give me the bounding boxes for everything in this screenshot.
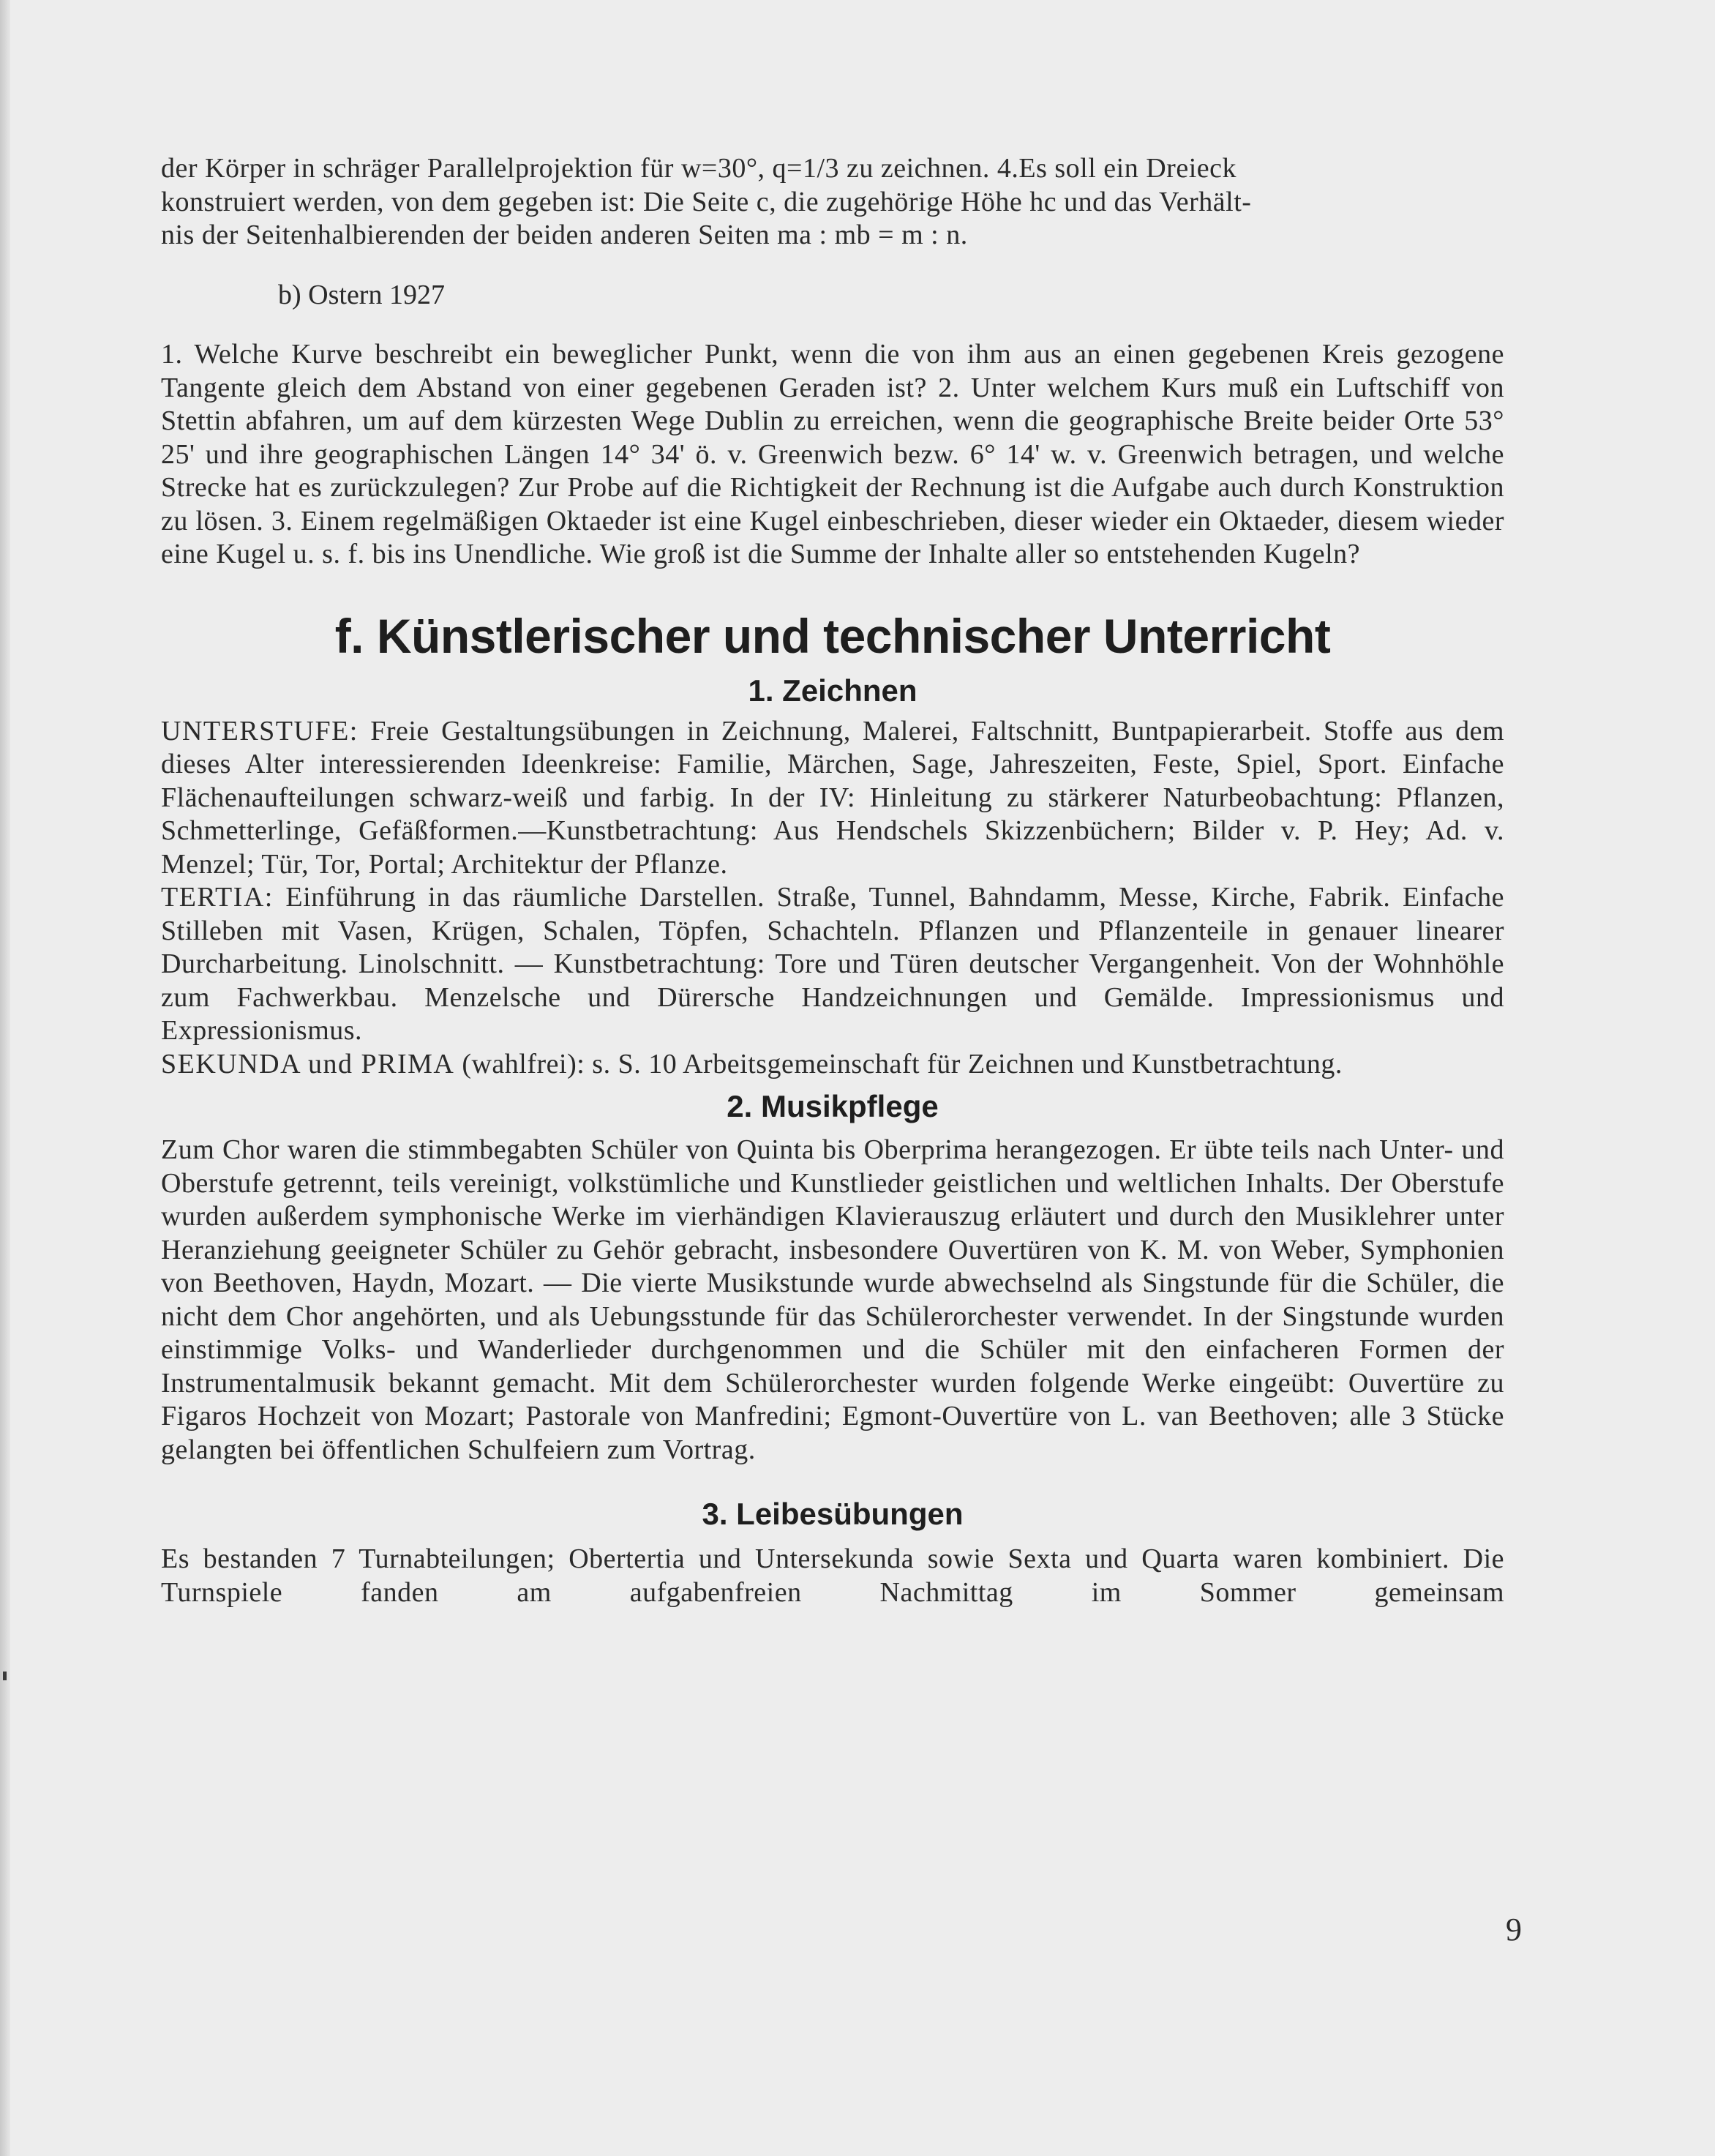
- unterstufe-paragraph: [161, 715, 1504, 882]
- top-paragraph-line-3: nis der Seitenhalbierenden der beiden anderen Seiten ma : mb = m : n.: [161, 220, 968, 250]
- musikpflege-paragraph: Zum Chor waren die stimmbegabten Schüler von Quinta bis Oberprima herangezogen. Er übte teils nach Unter- und Oberstufe getrennt, teils vereinigt, volkstümliche und Kunstlieder geistlichen und weltlichen Inhalts. Der Oberstufe wurden außerdem symphonische Werke im vierhändigen Klavierauszug erläutert und durch den Musiklehrer unter Heranziehung geeigneter Schüler zu Gehör gebracht, insbesondere Ouvertüren von K. M. von Weber, Symphonien von Beethoven, Haydn, Mozart. — Die vierte Musikstunde wurde abwechselnd als Singstunde für die Schüler, die nicht dem Chor angehörten, und als Uebungsstunde für das Schülerorchester verwendet. In der Singstunde wurden einstimmige Volks- und Wanderlieder durchgenommen und die Schüler mit den einfacheren Formen der Instrumentalmusik bekannt gemacht. Mit dem Schülerorchester wurden folgende Werke eingeübt: Ouvertüre zu Figaros Hochzeit von Mozart; Pastorale von Manfredini; Egmont-Ouvertüre von L. van Beethoven; alle 3 Stücke gelangten bei öffentlichen Schulfeiern zum Vortrag.: [161, 1134, 1504, 1465]
- tertia-text: Einführung in das räumliche Darstellen. Straße, Tunnel, Bahndamm, Messe, Kirche, Fabrik. Einfache Stilleben mit Vasen, Krügen, Schalen, Töpfen, Schachteln. Pflanzen und Pflanzenteile in genauer linearer Durcharbeitung. Linolschnitt. — Kunstbetrachtung: Tore und Türen deutscher Vergangenheit. Von der Wohnhöhle zum Fachwerkbau. Menzelsche und Dürersche Handzeichnungen und Gemälde. Impressionismus und Expressionismus.: [161, 882, 1504, 1046]
- sekunda-paragraph: [161, 1048, 1504, 1082]
- leibesuebungen-paragraph: Es bestanden 7 Turnabteilungen; Obertertia und Untersekunda sowie Sexta und Quarta waren kombiniert. Die Turnspiele fanden am aufgabenfreien Nachmittag im Sommer gemeinsam: [161, 1543, 1504, 1608]
- binding-mark: [3, 1672, 7, 1680]
- unterstufe-text: Freie Gestaltungsübungen in Zeichnung, Malerei, Faltschnitt, Buntpapierarbeit. Stoffe aus dem dieses Alter interessierenden Ideenkreise: Familie, Märchen, Sage, Jahreszeiten, Feste, Spiel, Sport. Einfache Flächenaufteilungen schwarz-weiß und farbig. In der IV: Hinleitung zu stärkerer Naturbeobachtung: Pflanzen, Schmetterlinge, Gefäßformen.—Kunstbetrachtung: Aus Hendschels Skizzenbüchern; Bilder v. P. Hey; Ad. v. Menzel; Tür, Tor, Portal; Architektur der Pflanze.: [161, 715, 1505, 880]
- top-paragraph-line-2: konstruiert werden, von dem gegeben ist: Die Seite c, die zugehörige Höhe hc und das Verhält-: [161, 186, 1252, 217]
- exam-paragraph: 1. Welche Kurve beschreibt ein beweglicher Punkt, wenn die von ihm aus an einen gegebenen Kreis gezogene Tangente gleich dem Abstand von einer gegebenen Geraden ist? 2. Unter welchem Kurs muß ein Luftschiff von Stettin abfahren, um auf dem kürzesten Wege Dublin zu erreichen, wenn die geographische Breite beider Orte 53° 25' und ihre geographischen Längen 14° 34' ö. v. Greenwich bezw. 6° 14' w. v. Greenwich betragen, und welche Strecke hat es zurückzulegen? Zur Probe auf die Richtigkeit der Rechnung ist die Aufgabe auch durch Konstruktion zu lösen. 3. Einem regelmäßigen Oktaeder ist eine Kugel einbeschrieben, dieser wieder ein Oktaeder, diesem wieder eine Kugel u. s. f. bis ins Unendliche. Wie groß ist die Summe der Inhalte aller so entstehenden Kugeln?: [161, 339, 1504, 569]
- top-paragraph-line-1: der Körper in schräger Parallelprojektion für w=30°, q=1/3 zu zeichnen. 4.Es soll ein Dreieck: [161, 153, 1236, 184]
- exam-heading: b) Ostern 1927: [278, 279, 445, 310]
- zeichnen-title: 1. Zeichnen: [748, 673, 917, 708]
- page-content: [161, 152, 1504, 1609]
- page-binding-edge: [0, 0, 10, 2156]
- section-title: f. Künstlerischer und technischer Unterricht: [334, 608, 1331, 663]
- unterstufe-label: UNTERSTUFE:: [161, 715, 359, 746]
- musikpflege-title: 2. Musikpflege: [727, 1089, 939, 1123]
- tertia-label: TERTIA:: [161, 882, 274, 913]
- tertia-paragraph: [161, 881, 1504, 1048]
- page-number: 9: [1506, 1912, 1522, 1947]
- leibesuebungen-title: 3. Leibesübungen: [702, 1497, 964, 1531]
- top-paragraph: [161, 152, 1504, 252]
- sekunda-text: (wahlfrei): s. S. 10 Arbeitsgemeinschaft für Zeichnen und Kunstbetrachtung.: [462, 1048, 1343, 1079]
- sekunda-label: SEKUNDA und PRIMA: [161, 1048, 455, 1079]
